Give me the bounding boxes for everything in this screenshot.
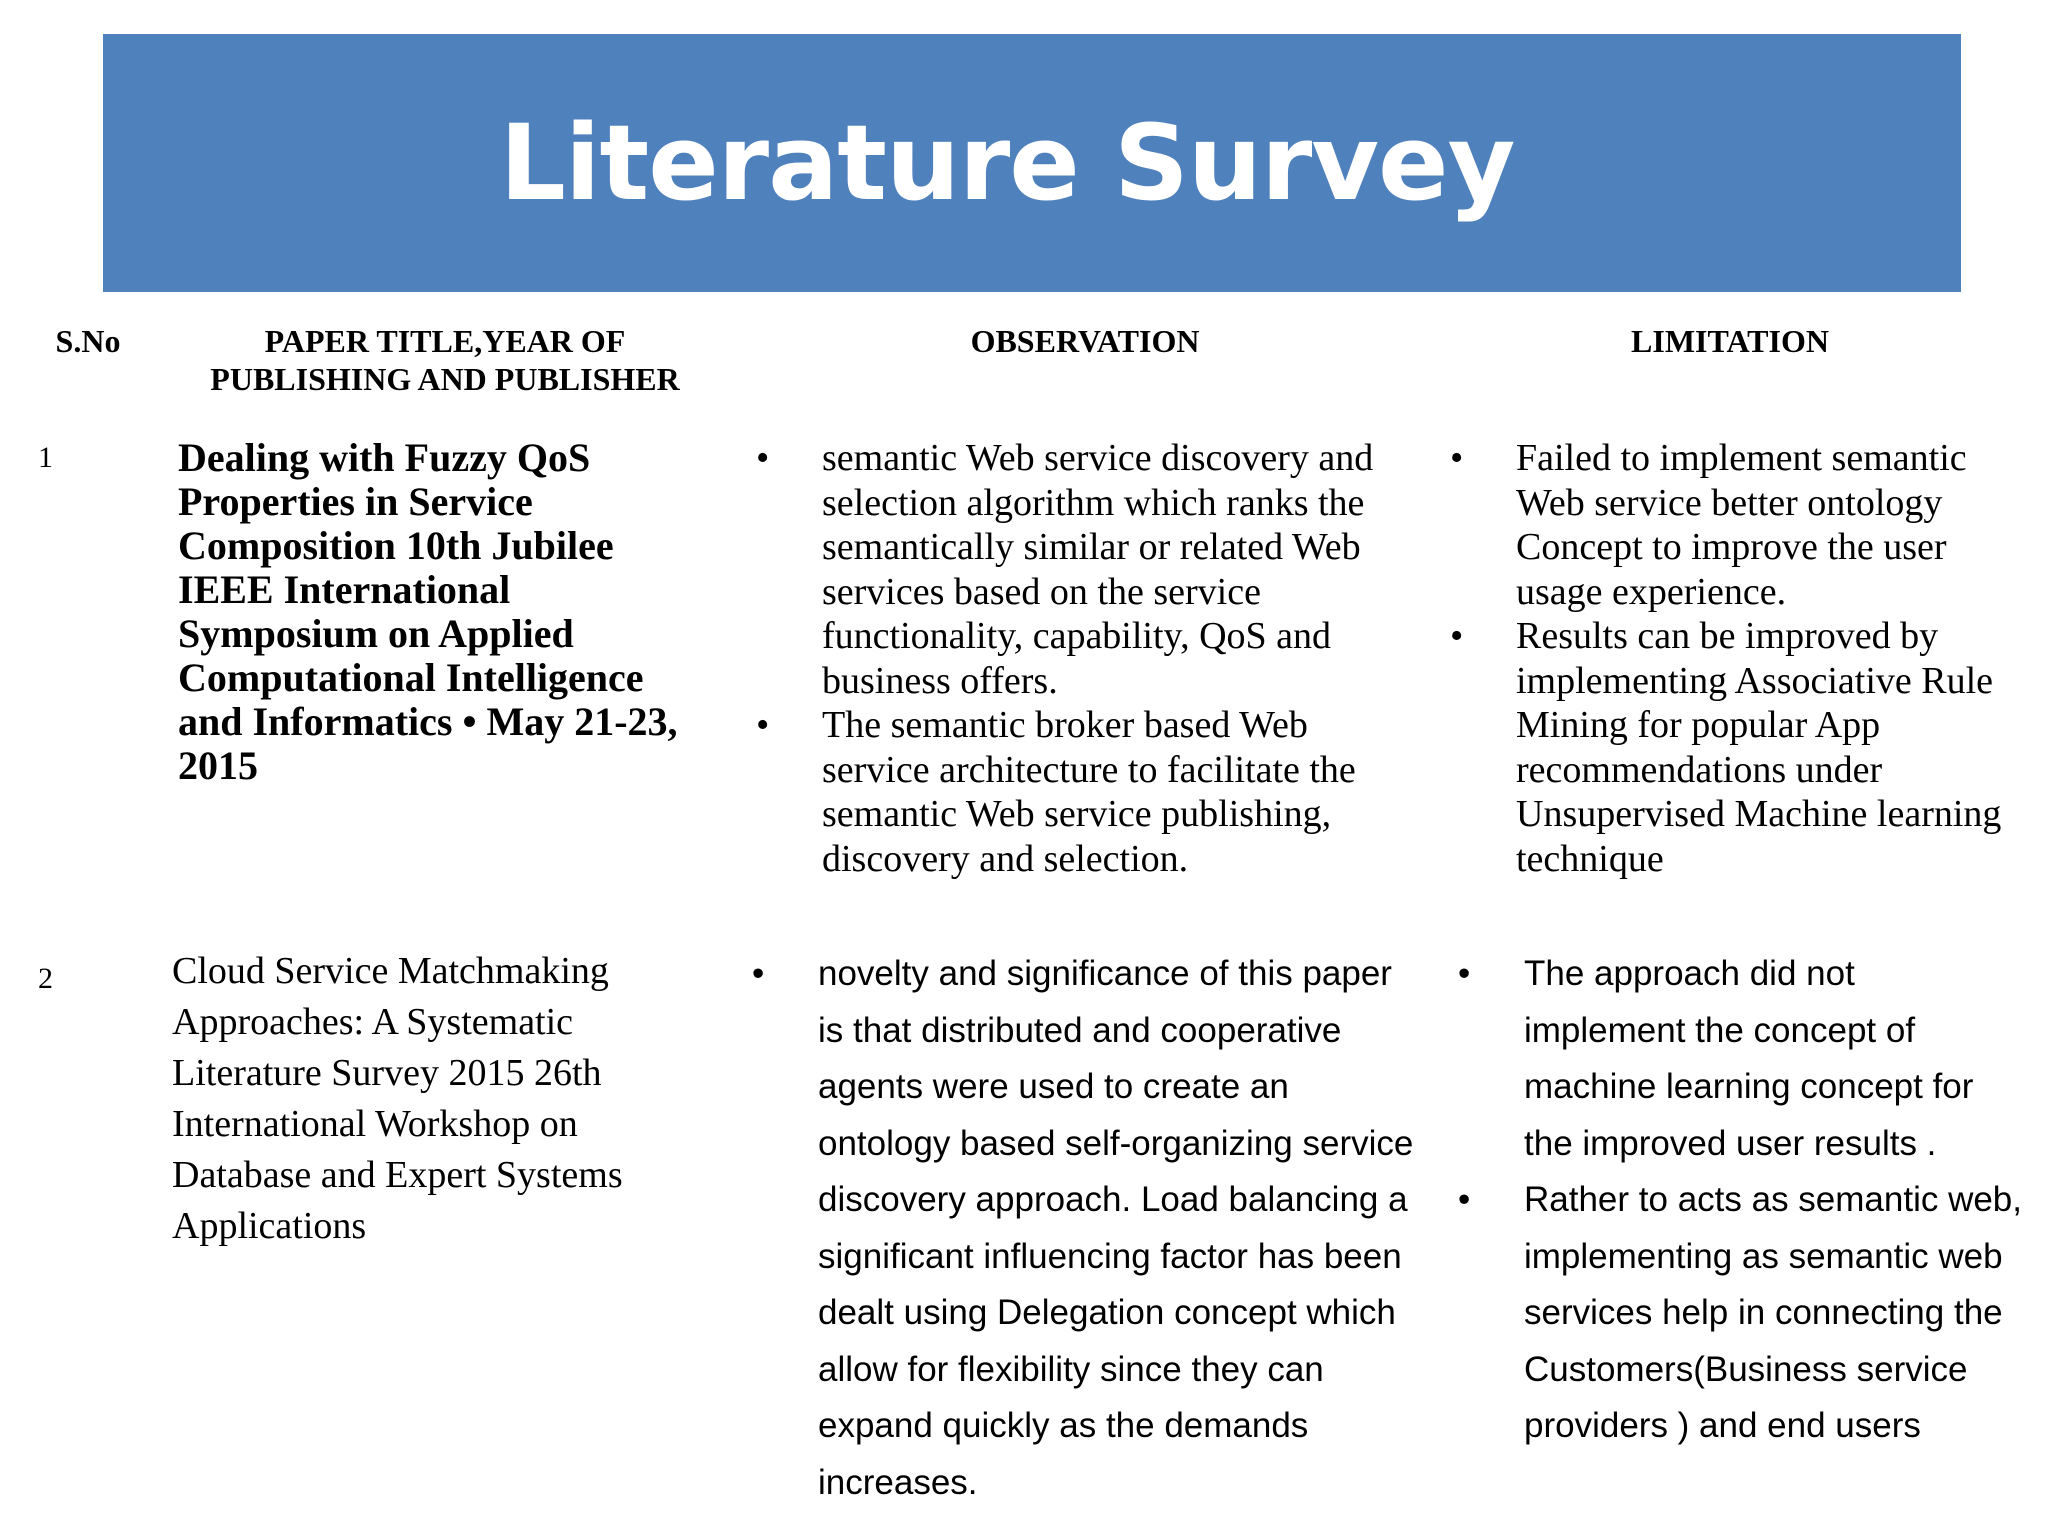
row-2-observation-item: • novelty and significance of this paper is that distributed and cooperative agents were used to create an ontology based self-organizing service discovery approach. Load balancing a significant influencing factor has been dealt using Delegation concept which allow for flexibility since they can expand quickly as the demands increases. [818,946,1426,1511]
column-header-observation: OBSERVATION [970,323,1200,359]
row-2-limitation-item: • The approach did not implement the concept of machine learning concept for the improved user results . [1524,946,2024,1172]
row-1-observation-item: • The semantic broker based Web service architecture to facilitate the semantic Web service publishing, discovery and selection. [822,703,1422,881]
row-1-limitation-list [1516,436,2016,881]
row-1-observation-item: • semantic Web service discovery and selection algorithm which ranks the semantically similar or related Web services based on the service functionality, capability, QoS and business offers. [822,436,1422,703]
row-1-limitation-item: • Failed to implement semantic Web service better ontology Concept to improve the user usage experience. [1516,436,2016,614]
row-2-limitation-list [1524,946,2024,1455]
row-1-paper-title: Dealing with Fuzzy QoS Properties in Service Composition 10th Jubilee IEEE International Symposium on Applied Computational Intelligence and Informatics • May 21-23, 2015 [178,435,678,788]
row-1-sno: 1 [38,441,53,474]
page-title: Literature Survey [499,102,1515,224]
row-2-paper-title: Cloud Service Matchmaking Approaches: A Systematic Literature Survey 2015 26th International Workshop on Database and Expert Systems Applications [172,950,623,1247]
row-2-observation-list [818,946,1426,1511]
row-2-limitation-item: • Rather to acts as semantic web, implementing as semantic web services help in connecting the Customers(Business service providers ) and end users [1524,1172,2024,1455]
title-banner [103,34,1961,292]
row-2-sno: 2 [38,962,53,995]
column-header-paper: PAPER TITLE,YEAR OF PUBLISHING AND PUBLISHER [210,323,680,397]
column-header-limitation: LIMITATION [1631,323,1829,359]
column-header-sno: S.No [55,323,121,359]
row-1-observation-list [822,436,1422,881]
row-1-limitation-item: • Results can be improved by implementing Associative Rule Mining for popular App recommendations under Unsupervised Machine learning technique [1516,614,2016,881]
